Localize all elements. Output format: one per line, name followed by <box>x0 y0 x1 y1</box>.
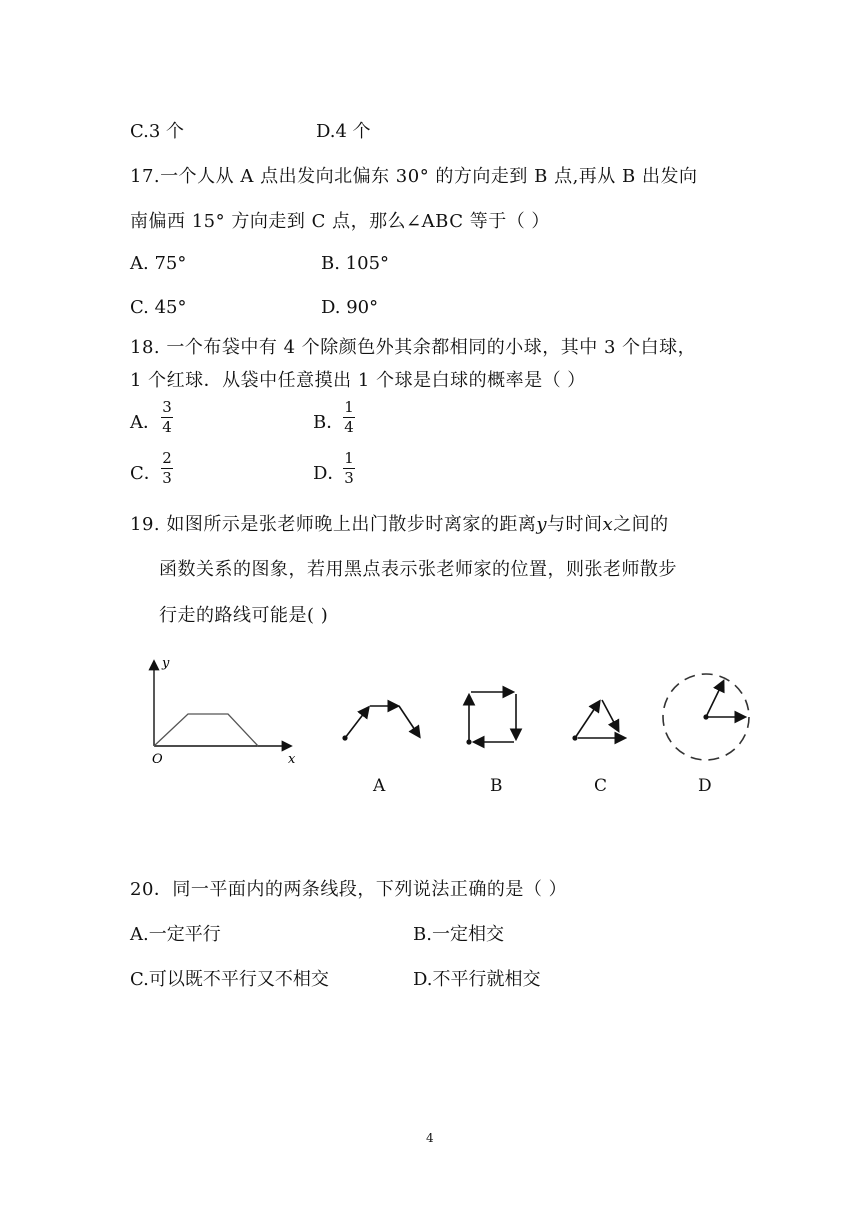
q18-option-a-fraction <box>161 399 173 436</box>
figure-label-a: A <box>373 776 386 796</box>
q18-stem-line2: 1 个红球．从袋中任意摸出 1 个球是白球的概率是（ ） <box>130 370 586 391</box>
q17-option-a: A. 75° <box>130 253 187 274</box>
q19-stem-line1 <box>130 510 669 536</box>
fraction-denominator: 3 <box>344 469 354 487</box>
origin-label: O <box>152 752 163 767</box>
fraction-numerator: 1 <box>344 449 354 467</box>
q19-stem-text: 19. 如图所示是张老师晚上出门散步时离家的距离 <box>130 514 537 535</box>
graph-curve <box>154 714 258 746</box>
q18-option-a-label: A． <box>130 412 161 433</box>
q18-option-d-fraction <box>343 450 355 487</box>
fraction-numerator: 1 <box>344 398 354 416</box>
fraction-denominator: 4 <box>344 418 354 436</box>
q16-option-d: D.4 个 <box>316 121 371 142</box>
q18-stem-line1: 18. 一个布袋中有 4 个除颜色外其余都相同的小球，其中 3 个白球， <box>130 337 697 358</box>
q18-option-b-fraction <box>343 399 355 436</box>
q19-stem-line2: 函数关系的图象，若用黑点表示张老师家的位置，则张老师散步 <box>159 559 677 580</box>
x-axis-label: x <box>288 752 296 767</box>
q18-option-d-label: D． <box>313 463 346 484</box>
route-figure-d <box>658 668 754 764</box>
q20-option-b: B.一定相交 <box>413 924 504 945</box>
q16-option-c: C.3 个 <box>130 121 185 142</box>
fraction-numerator: 3 <box>162 398 172 416</box>
figure-label-b: B <box>490 776 503 796</box>
q17-option-b: B. 105° <box>321 253 390 274</box>
q18-option-b-label: B． <box>313 412 345 433</box>
q18-option-c-label: C． <box>130 463 162 484</box>
q20-option-d: D.不平行就相交 <box>413 969 541 990</box>
q17-option-c: C. 45° <box>130 297 187 318</box>
route-figure-b <box>460 684 525 749</box>
route-figure-a <box>335 690 430 750</box>
route-figure-c <box>568 692 634 747</box>
q20-option-a: A.一定平行 <box>130 924 221 945</box>
q19-stem-text: 之间的 <box>613 514 669 535</box>
fraction-numerator: 2 <box>162 449 172 467</box>
figure-label-c: C <box>594 776 608 796</box>
q17-option-d: D. 90° <box>321 297 379 318</box>
q20-option-c: C.可以既不平行又不相交 <box>130 969 329 990</box>
fraction-denominator: 3 <box>162 469 172 487</box>
home-dot <box>466 739 471 744</box>
page-number: 4 <box>426 1131 434 1145</box>
variable-x: x <box>602 514 614 535</box>
fraction-denominator: 4 <box>162 418 172 436</box>
figure-label-d: D <box>698 776 712 796</box>
y-axis-label: y <box>162 656 170 671</box>
q19-stem-line3: 行走的路线可能是( ) <box>159 605 329 626</box>
q17-stem-line1: 17.一个人从 A 点出发向北偏东 30° 的方向走到 B 点,再从 B 出发向 <box>130 166 698 187</box>
q20-stem: 20．同一平面内的两条线段，下列说法正确的是（ ） <box>130 879 568 900</box>
q17-stem-line2: 南偏西 15° 方向走到 C 点，那么∠ABC 等于（ ） <box>130 211 550 232</box>
distance-time-graph <box>140 650 310 770</box>
q19-stem-text: 与时间 <box>547 514 603 535</box>
variable-y: y <box>536 514 548 535</box>
q18-option-c-fraction <box>161 450 173 487</box>
